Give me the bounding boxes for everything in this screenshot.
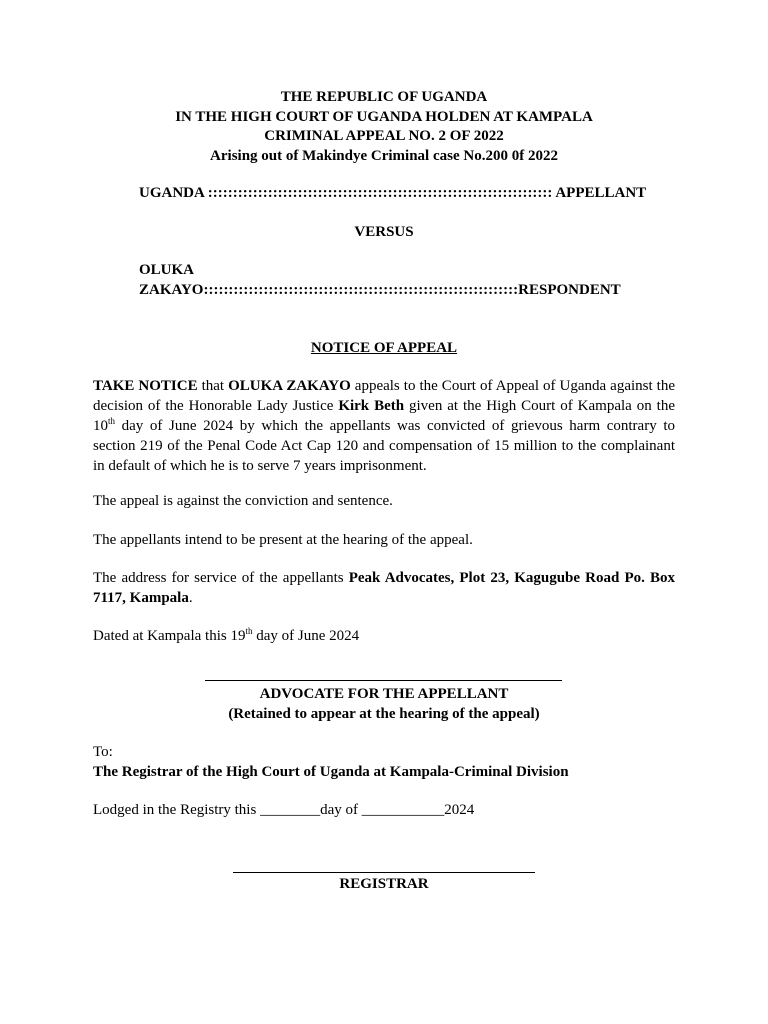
appellant-name: OLUKA ZAKAYO (228, 378, 351, 394)
advocate-title: ADVOCATE FOR THE APPELLANT (259, 686, 509, 702)
header-arising: Arising out of Makindye Criminal case No.200 0f 2022 (210, 148, 558, 164)
header-appeal-number: CRIMINAL APPEAL NO. 2 OF 2022 (264, 128, 504, 144)
take-notice-text: TAKE NOTICE (93, 378, 198, 394)
header-court: IN THE HIGH COURT OF UGANDA HOLDEN AT KAMPALA (175, 109, 593, 125)
dated-line: Dated at Kampala this 19th day of June 2024 (93, 626, 360, 644)
advocate-address: Peak Advocates, Plot 23, Kagugube Road Po. Box 7117, Kampala (93, 570, 675, 606)
registrar-signature-line (233, 872, 535, 873)
appeal-scope-paragraph: The appeal is against the conviction and sentence. (93, 493, 393, 509)
judge-name: Kirk Beth (338, 398, 405, 414)
appellant-line: UGANDA ::::::::::::::::::::::::::::::::::::::::::::::::::::::::::::::::::::: APPELLANT (139, 185, 647, 201)
advocate-signature-line (205, 680, 562, 681)
to-addressee: The Registrar of the High Court of Uganda at Kampala-Criminal Division (93, 764, 569, 780)
notice-paragraph: TAKE NOTICE that OLUKA ZAKAYO appeals to the Court of Appeal of Uganda against the decision of the Honorable Lady Justice Kirk Beth given at the High Court of Kampala on the 10th day of June 2024 by which the appellants was convicted of grievous harm contrary to section 219 of the Penal Code Act Cap 120 and compensation of 15 million to the complainant in default of which he is to serve 7 years imprisonment. (93, 378, 676, 474)
address-paragraph: The address for service of the appellants Peak Advocates, Plot 23, Kagugube Road Po. Box 7117, Kampala. (93, 570, 675, 606)
advocate-subtitle: (Retained to appear at the hearing of the appeal) (228, 706, 540, 722)
respondent-line: ZAKAYO:::::::::::::::::::::::::::::::::::::::::::::::::::::::::::::::RESPONDENT (139, 282, 621, 298)
registrar-title: REGISTRAR (339, 876, 429, 892)
notice-title: NOTICE OF APPEAL (310, 340, 458, 356)
to-label: To: (93, 744, 113, 760)
presence-paragraph: The appellants intend to be present at the hearing of the appeal. (93, 532, 473, 548)
header-republic: THE REPUBLIC OF UGANDA (280, 89, 488, 105)
versus: VERSUS (354, 224, 414, 240)
respondent-name: OLUKA (139, 262, 195, 278)
lodged-line: Lodged in the Registry this ________day of ___________2024 (93, 802, 475, 818)
